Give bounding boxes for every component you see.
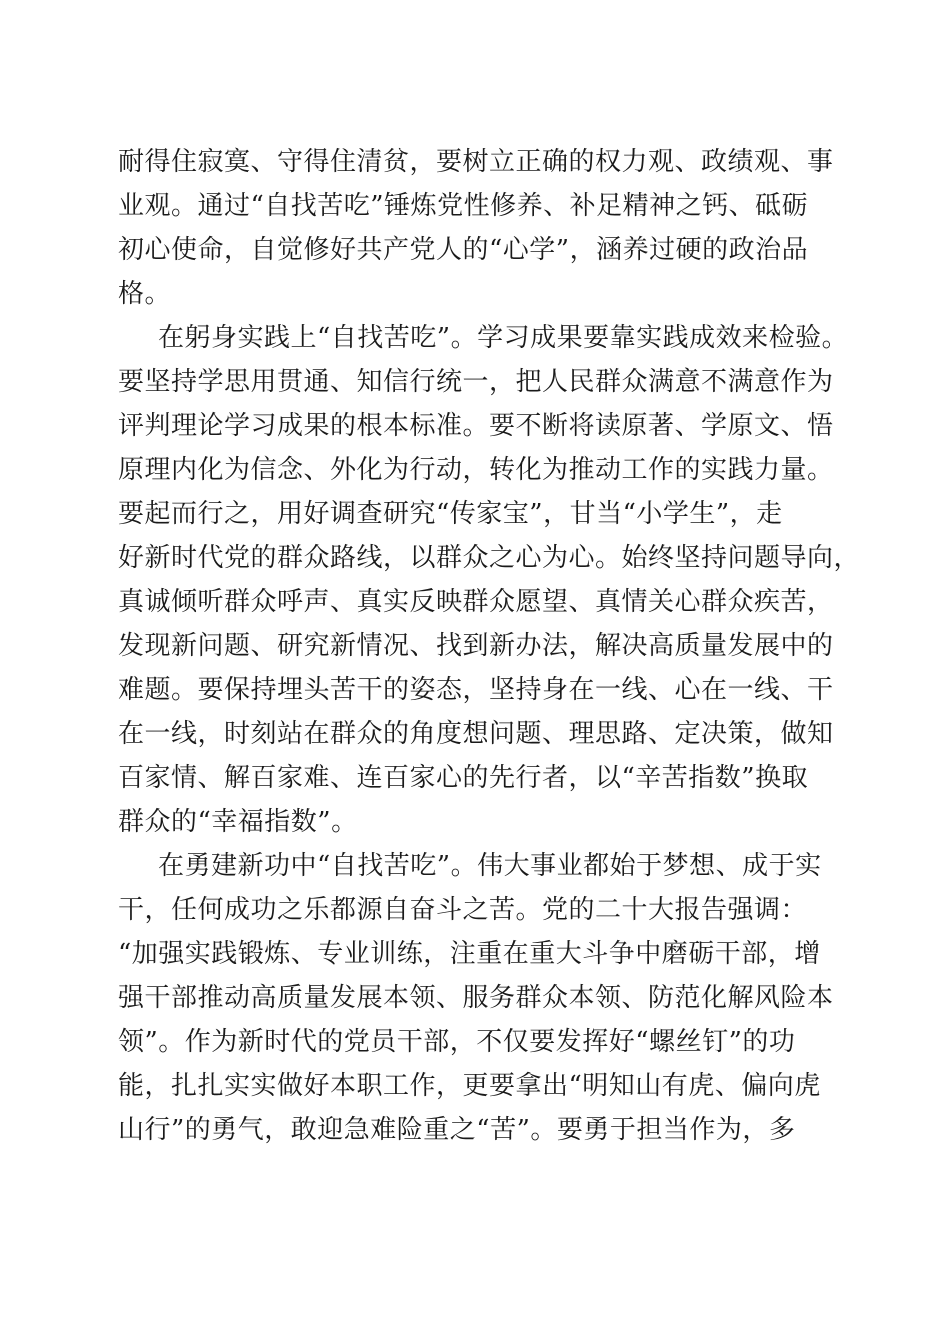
text-line: 难题。要保持埋头苦干的姿态，坚持身在一线、心在一线、干 [118,675,834,705]
text-line: 耐得住寂寞、守得住清贫，要树立正确的权力观、政绩观、事 [118,147,834,177]
text-line: 评判理论学习成果的根本标准。要不断将读原著、学原文、悟 [118,411,834,441]
text-line: 干，任何成功之乐都源自奋斗之苦。党的二十大报告强调： [118,895,808,925]
text-line: 真诚倾听群众呼声、真实反映群众愿望、真情关心群众疾苦， [118,587,834,617]
text-line: 要起而行之，用好调查研究“传家宝”，甘当“小学生”，走 [118,499,783,529]
text-line: 好新时代党的群众路线，以群众之心为心。始终坚持问题导向， [118,543,861,573]
text-line: 格。 [118,279,172,309]
text-line: 群众的“幸福指数”。 [118,807,358,837]
text-line: “加强实践锻炼、专业训练，注重在重大斗争中磨砺干部，增 [118,939,821,969]
text-line: 能，扎扎实实做好本职工作，更要拿出“明知山有虎、偏向虎 [118,1071,821,1101]
paragraph-start-line: 在躬身实践上“自找苦吃”。学习成果要靠实践成效来检验。 [158,323,849,353]
text-line: 初心使命，自觉修好共产党人的“心学”，涵养过硬的政治品 [118,235,809,265]
text-line: 业观。通过“自找苦吃”锤炼党性修养、补足精神之钙、砥砺 [118,191,809,221]
text-line: 原理内化为信念、外化为行动，转化为推动工作的实践力量。 [118,455,834,485]
text-line: 强干部推动高质量发展本领、服务群众本领、防范化解风险本 [118,983,834,1013]
text-line: 在一线，时刻站在群众的角度想问题、理思路、定决策，做知 [118,719,834,749]
paragraph-start-line: 在勇建新功中“自找苦吃”。伟大事业都始于梦想、成于实 [158,851,822,881]
text-line: 领”。作为新时代的党员干部，不仅要发挥好“螺丝钉”的功 [118,1027,796,1057]
text-line: 山行”的勇气，敢迎急难险重之“苦”。要勇于担当作为，多 [118,1115,796,1145]
body-text [118,140,861,1152]
text-line: 发现新问题、研究新情况、找到新办法，解决高质量发展中的 [118,631,834,661]
text-line: 要坚持学思用贯通、知信行统一，把人民群众满意不满意作为 [118,367,834,397]
text-line: 百家情、解百家难、连百家心的先行者，以“辛苦指数”换取 [118,763,809,793]
